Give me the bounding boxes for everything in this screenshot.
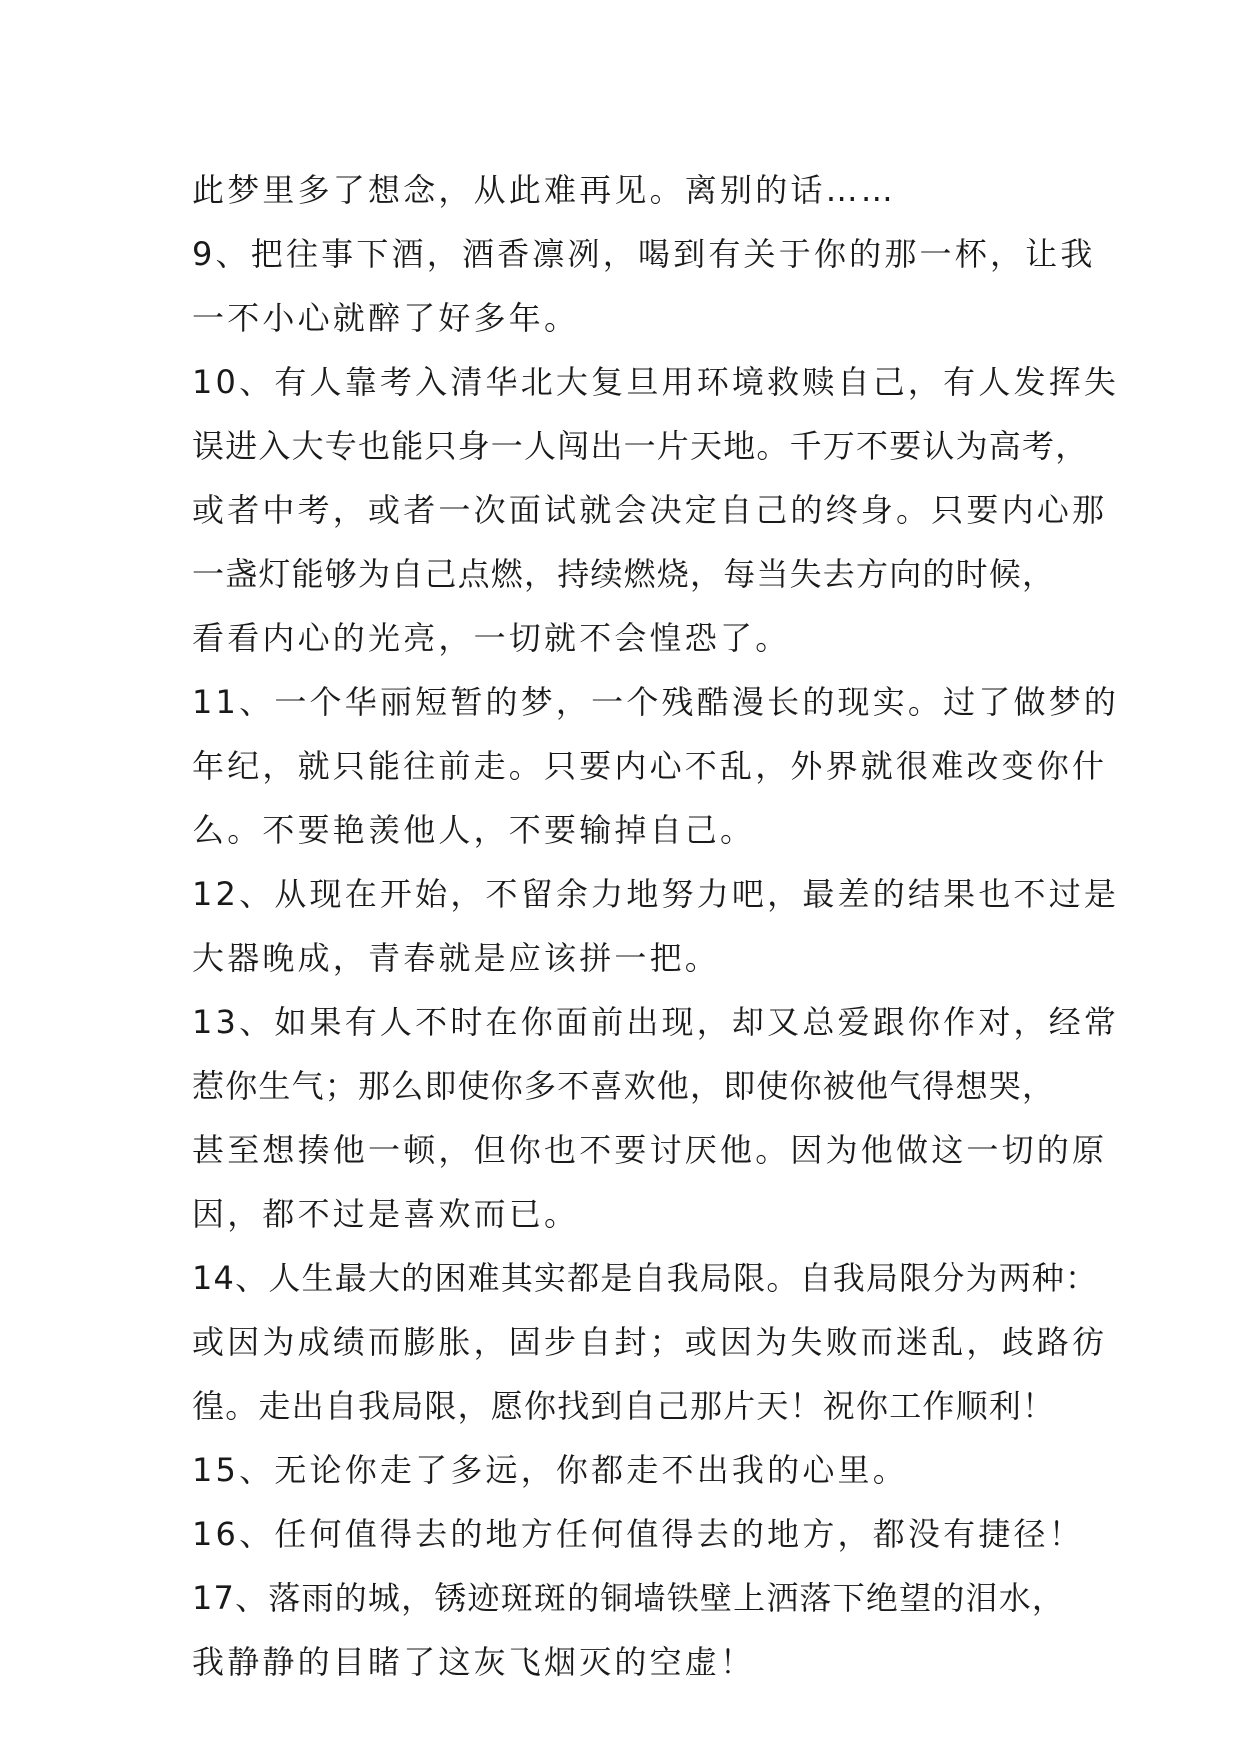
text-line: 16、任何值得去的地方任何值得去的地方，都没有捷径！ [192, 1515, 1084, 1553]
text-line: 一盏灯能够为自己点燃，持续燃烧，每当失去方向的时候， [192, 555, 1056, 593]
text-line: 12、从现在开始，不留余力地努力吧，最差的结果也不过是 [192, 875, 1120, 913]
text-line: 大器晚成，青春就是应该拼一把。 [192, 939, 721, 977]
text-line: 年纪，就只能往前走。只要内心不乱，外界就很难改变你什 [192, 747, 1108, 785]
text-line: 我静静的目睹了这灰飞烟灭的空虚！ [192, 1643, 756, 1681]
text-line: 一不小心就醉了好多年。 [192, 299, 580, 337]
text-line: 或者中考，或者一次面试就会决定自己的终身。只要内心那 [192, 491, 1108, 529]
text-line: 么。不要艳羡他人，不要输掉自己。 [192, 811, 756, 849]
text-line: 10、有人靠考入清华北大复旦用环境救赎自己，有人发挥失 [192, 363, 1120, 401]
text-line: 惹你生气；那么即使你多不喜欢他，即使你被他气得想哭， [192, 1067, 1056, 1105]
text-line: 误进入大专也能只身一人闯出一片天地。千万不要认为高考， [192, 427, 1089, 465]
text-line: 17、落雨的城，锈迹斑斑的铜墙铁壁上洒落下绝望的泪水， [192, 1579, 1066, 1617]
text-line: 甚至想揍他一顿，但你也不要讨厌他。因为他做这一切的原 [192, 1131, 1108, 1169]
text-line: 徨。走出自我局限，愿你找到自己那片天！祝你工作顺利！ [192, 1387, 1056, 1425]
text-line: 看看内心的光亮，一切就不会惶恐了。 [192, 619, 791, 657]
text-line: 14、人生最大的困难其实都是自我局限。自我局限分为两种： [192, 1259, 1099, 1297]
text-line: 或因为成绩而膨胀，固步自封；或因为失败而迷乱，歧路彷 [192, 1323, 1108, 1361]
text-line: 15、无论你走了多远，你都走不出我的心里。 [192, 1451, 908, 1489]
text-line: 因，都不过是喜欢而已。 [192, 1195, 580, 1233]
text-line: 此梦里多了想念，从此难再见。离别的话…… [192, 171, 897, 209]
text-line: 11、一个华丽短暂的梦，一个残酷漫长的现实。过了做梦的 [192, 683, 1120, 721]
document-body [192, 158, 1120, 1694]
text-line: 13、如果有人不时在你面前出现，却又总爱跟你作对，经常 [192, 1003, 1120, 1041]
text-line: 9、把往事下酒，酒香凛冽，喝到有关于你的那一杯，让我 [192, 235, 1096, 273]
